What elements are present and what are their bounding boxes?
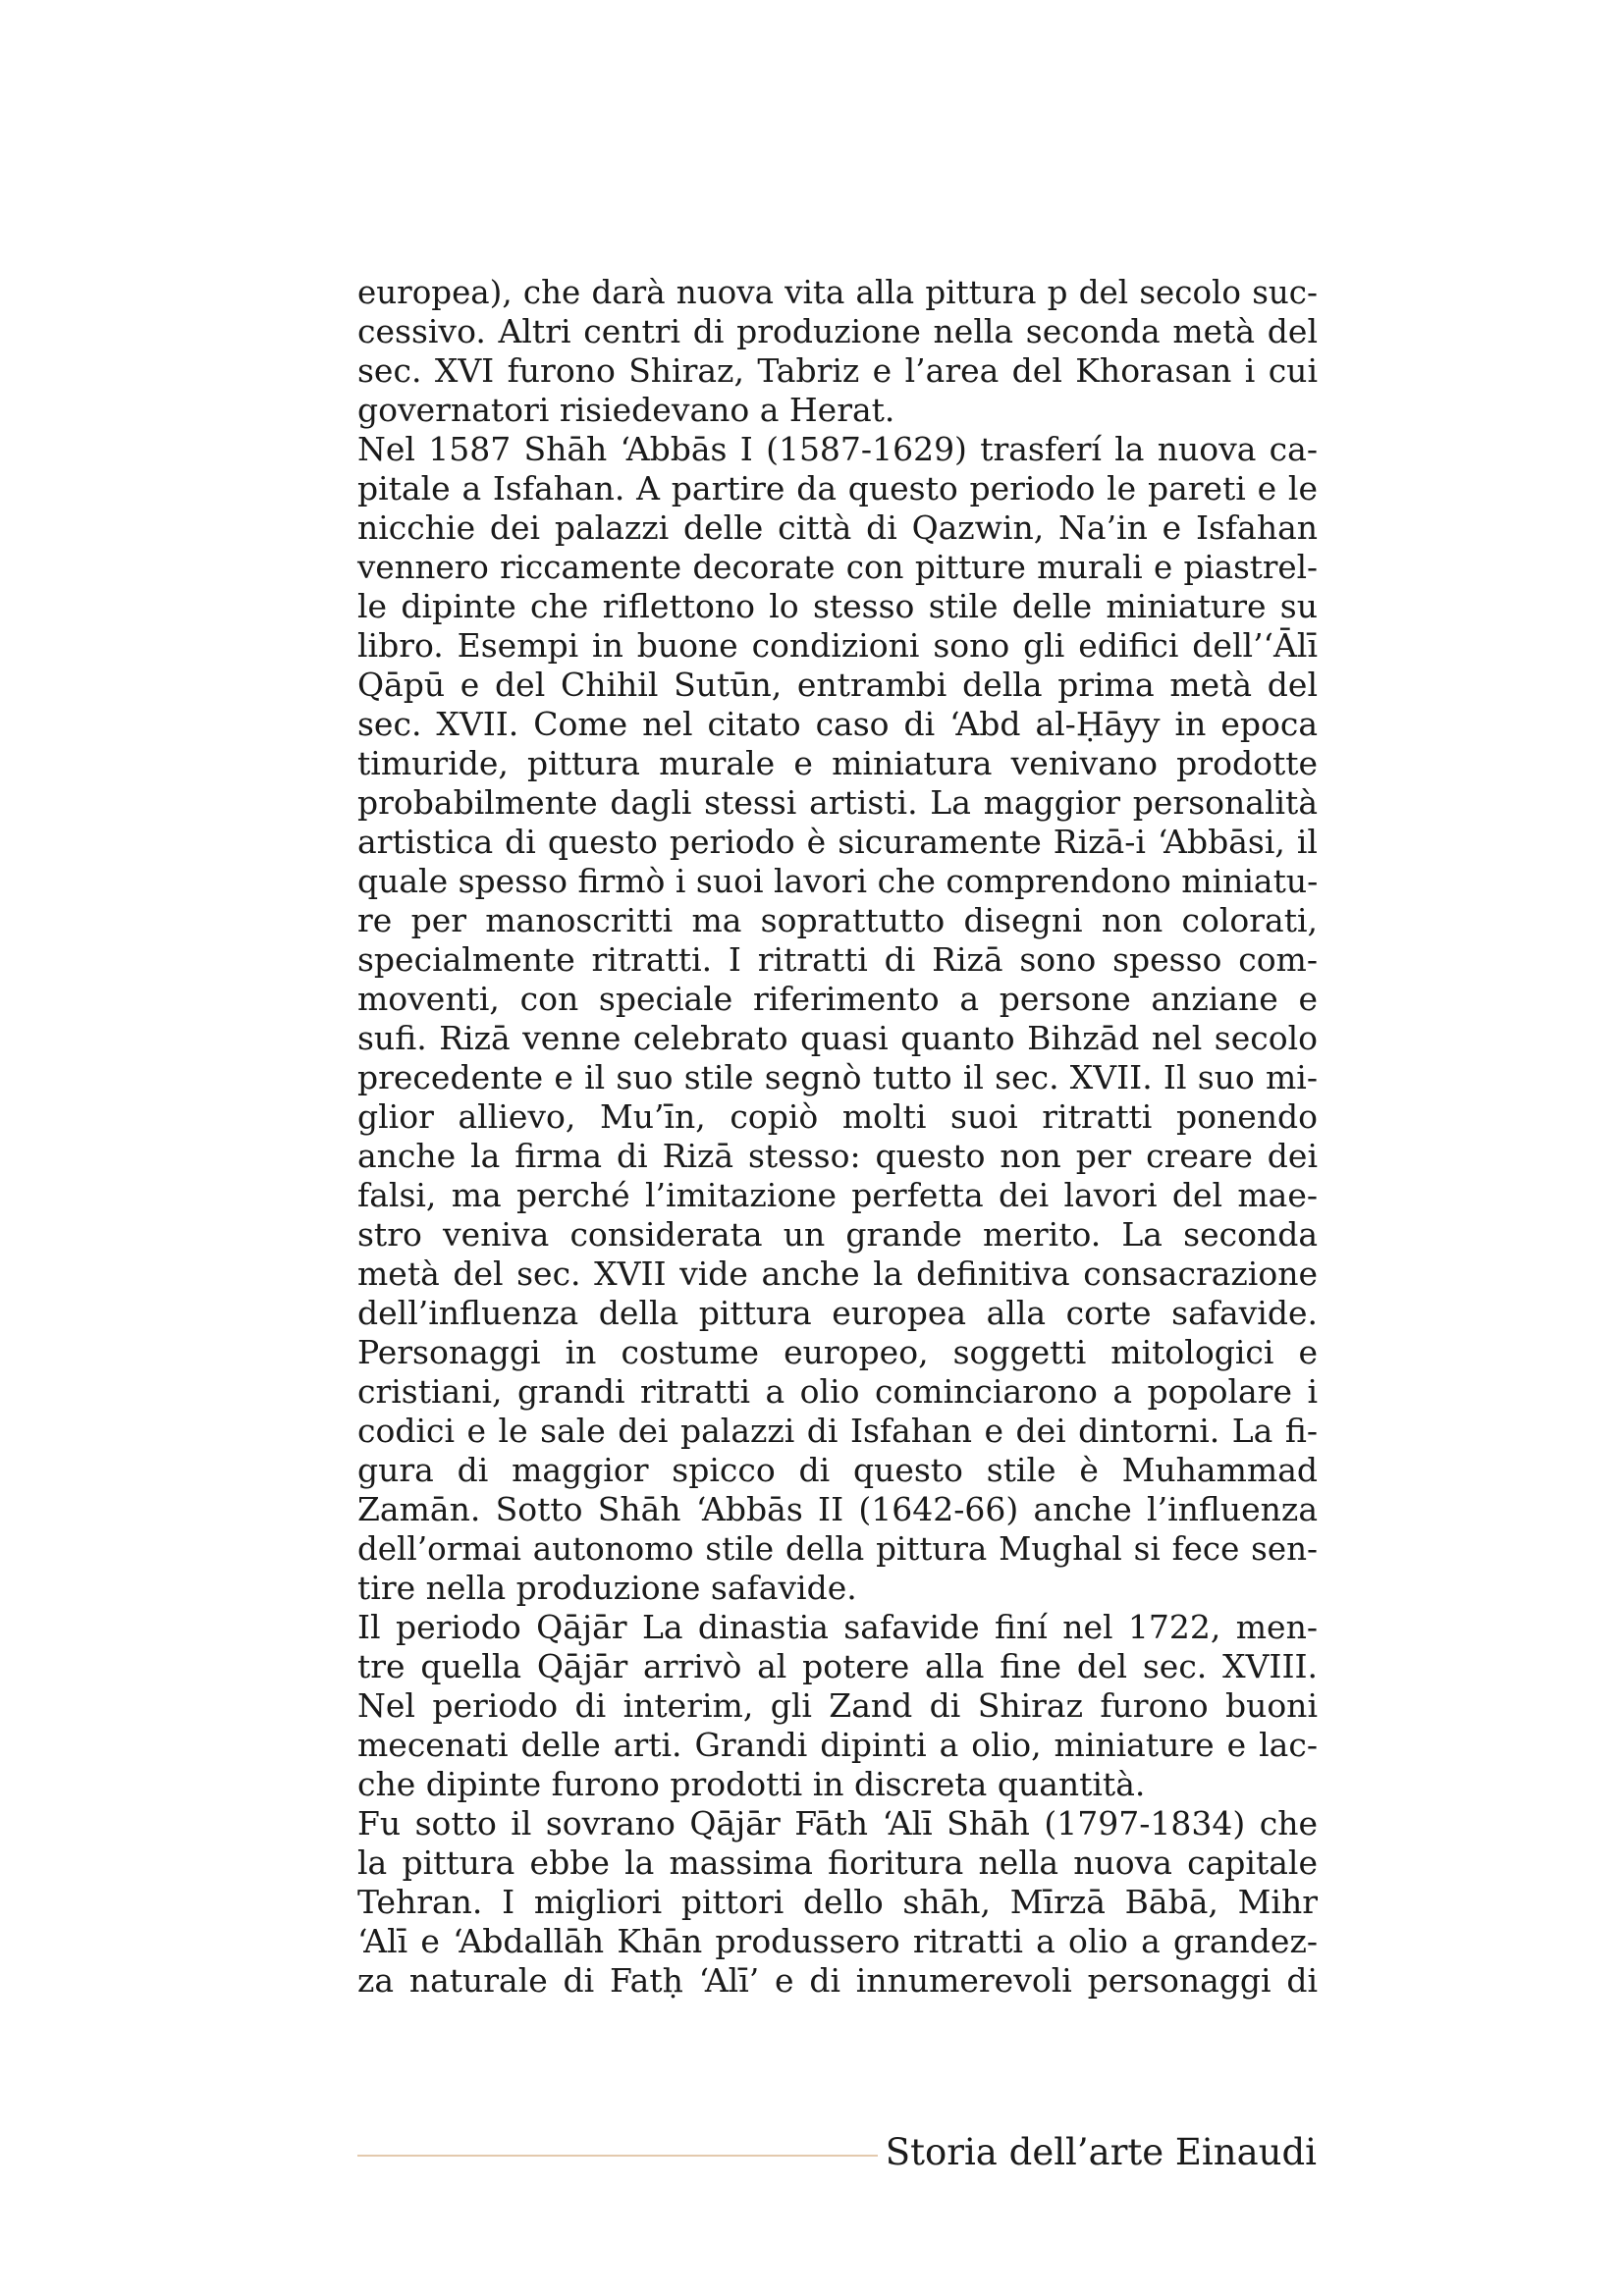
text-line: re per manoscritti ma soprattutto disegni non colorati, [357, 901, 1318, 939]
text-line: pitale a Isfahan. A partire da questo periodo le pareti e le [357, 469, 1318, 507]
text-line: metà del sec. XVII vide anche la definitiva consacrazione [357, 1255, 1318, 1293]
text-line: le dipinte che riflettono lo stesso stile delle miniature su [357, 587, 1318, 625]
text-line: precedente e il suo stile segnò tutto il sec. XVII. Il suo mi- [357, 1058, 1318, 1096]
text-line: moventi, con speciale riferimento a persone anziane e [357, 980, 1318, 1018]
text-line: Nel periodo di interim, gli Zand di Shiraz furono buoni [357, 1686, 1318, 1725]
text-line: za naturale di Fatḥ ‘Alī’ e di innumerevoli personaggi di [357, 1961, 1318, 2000]
text-line: Il periodo Qājār La dinastia safavide finí nel 1722, men- [357, 1608, 1318, 1646]
text-line: mecenati delle arti. Grandi dipinti a olio, miniature e lac- [357, 1726, 1318, 1764]
text-line: sec. XVII. Come nel citato caso di ‘Abd al-Ḥāyy in epoca [357, 705, 1318, 743]
text-line: Fu sotto il sovrano Qājār Fāth ‘Alī Shāh (1797-1834) che [357, 1804, 1318, 1842]
text-line: dell’ormai autonomo stile della pittura Mughal si fece sen- [357, 1530, 1318, 1568]
text-line: tre quella Qājār arrivò al potere alla fine del sec. XVIII. [357, 1647, 1318, 1685]
text-line: falsi, ma perché l’imitazione perfetta dei lavori del mae- [357, 1176, 1318, 1214]
text-line: sufi. Rizā venne celebrato quasi quanto Bihzād nel secolo [357, 1019, 1318, 1057]
text-line: cristiani, grandi ritratti a olio cominciarono a popolare i [357, 1372, 1318, 1411]
text-line: glior allievo, Mu’īn, copiò molti suoi ritratti ponendo [357, 1097, 1318, 1136]
text-line: sec. XVI furono Shiraz, Tabriz e l’area del Khorasan i cui [357, 351, 1318, 390]
body-text [357, 273, 1318, 2001]
text-line: nicchie dei palazzi delle città di Qazwin, Na’in e Isfahan [357, 508, 1318, 547]
text-line: specialmente ritratti. I ritratti di Rizā sono spesso com- [357, 940, 1318, 979]
text-line: timuride, pittura murale e miniatura venivano prodotte [357, 744, 1318, 782]
text-line: Personaggi in costume europeo, soggetti mitologici e [357, 1333, 1318, 1371]
text-line: che dipinte furono prodotti in discreta quantità. [357, 1765, 1146, 1803]
text-line: tire nella produzione safavide. [357, 1569, 857, 1607]
text-line: ‘Alī e ‘Abdallāh Khān produssero ritratti a olio a grandez- [357, 1922, 1318, 1960]
text-line: Zamān. Sotto Shāh ‘Abbās II (1642-66) anche l’influenza [357, 1490, 1318, 1528]
text-line: anche la firma di Rizā stesso: questo non per creare dei [357, 1137, 1318, 1175]
footer-rule [357, 2155, 878, 2157]
text-line: cessivo. Altri centri di produzione nella seconda metà del [357, 312, 1318, 350]
text-line: stro veniva considerata un grande merito. La seconda [357, 1215, 1318, 1254]
footer-publication-title: Storia dell’arte Einaudi [885, 2131, 1317, 2173]
text-line: la pittura ebbe la massima fioritura nella nuova capitale [357, 1843, 1318, 1882]
text-line: quale spesso firmò i suoi lavori che comprendono miniatu- [357, 862, 1319, 900]
text-line: Nel 1587 Shāh ‘Abbās I (1587-1629) trasferí la nuova ca- [357, 430, 1318, 468]
text-line: vennero riccamente decorate con pitture murali e piastrel- [357, 549, 1318, 586]
text-line: codici e le sale dei palazzi di Isfahan e dei dintorni. La fi- [357, 1412, 1318, 1450]
text-line: Qāpū e del Chihil Sutūn, entrambi della prima metà del [357, 666, 1318, 704]
text-line: libro. Esempi in buone condizioni sono gli edifici dell’‘Ālī [357, 626, 1318, 665]
text-line: gura di maggior spicco di questo stile è Muhammad [357, 1451, 1318, 1489]
text-line: probabilmente dagli stessi artisti. La maggior personalità [357, 783, 1318, 822]
text-line: Tehran. I migliori pittori dello shāh, Mīrzā Bābā, Mihr [357, 1883, 1318, 1921]
text-line: artistica di questo periodo è sicuramente Rizā-i ‘Abbāsi, il [357, 823, 1318, 861]
text-line: europea), che darà nuova vita alla pittura p del secolo suc- [357, 274, 1318, 311]
text-line: governatori risiedevano a Herat. [357, 391, 895, 429]
text-line: dell’influenza della pittura europea alla corte safavide. [357, 1294, 1318, 1332]
